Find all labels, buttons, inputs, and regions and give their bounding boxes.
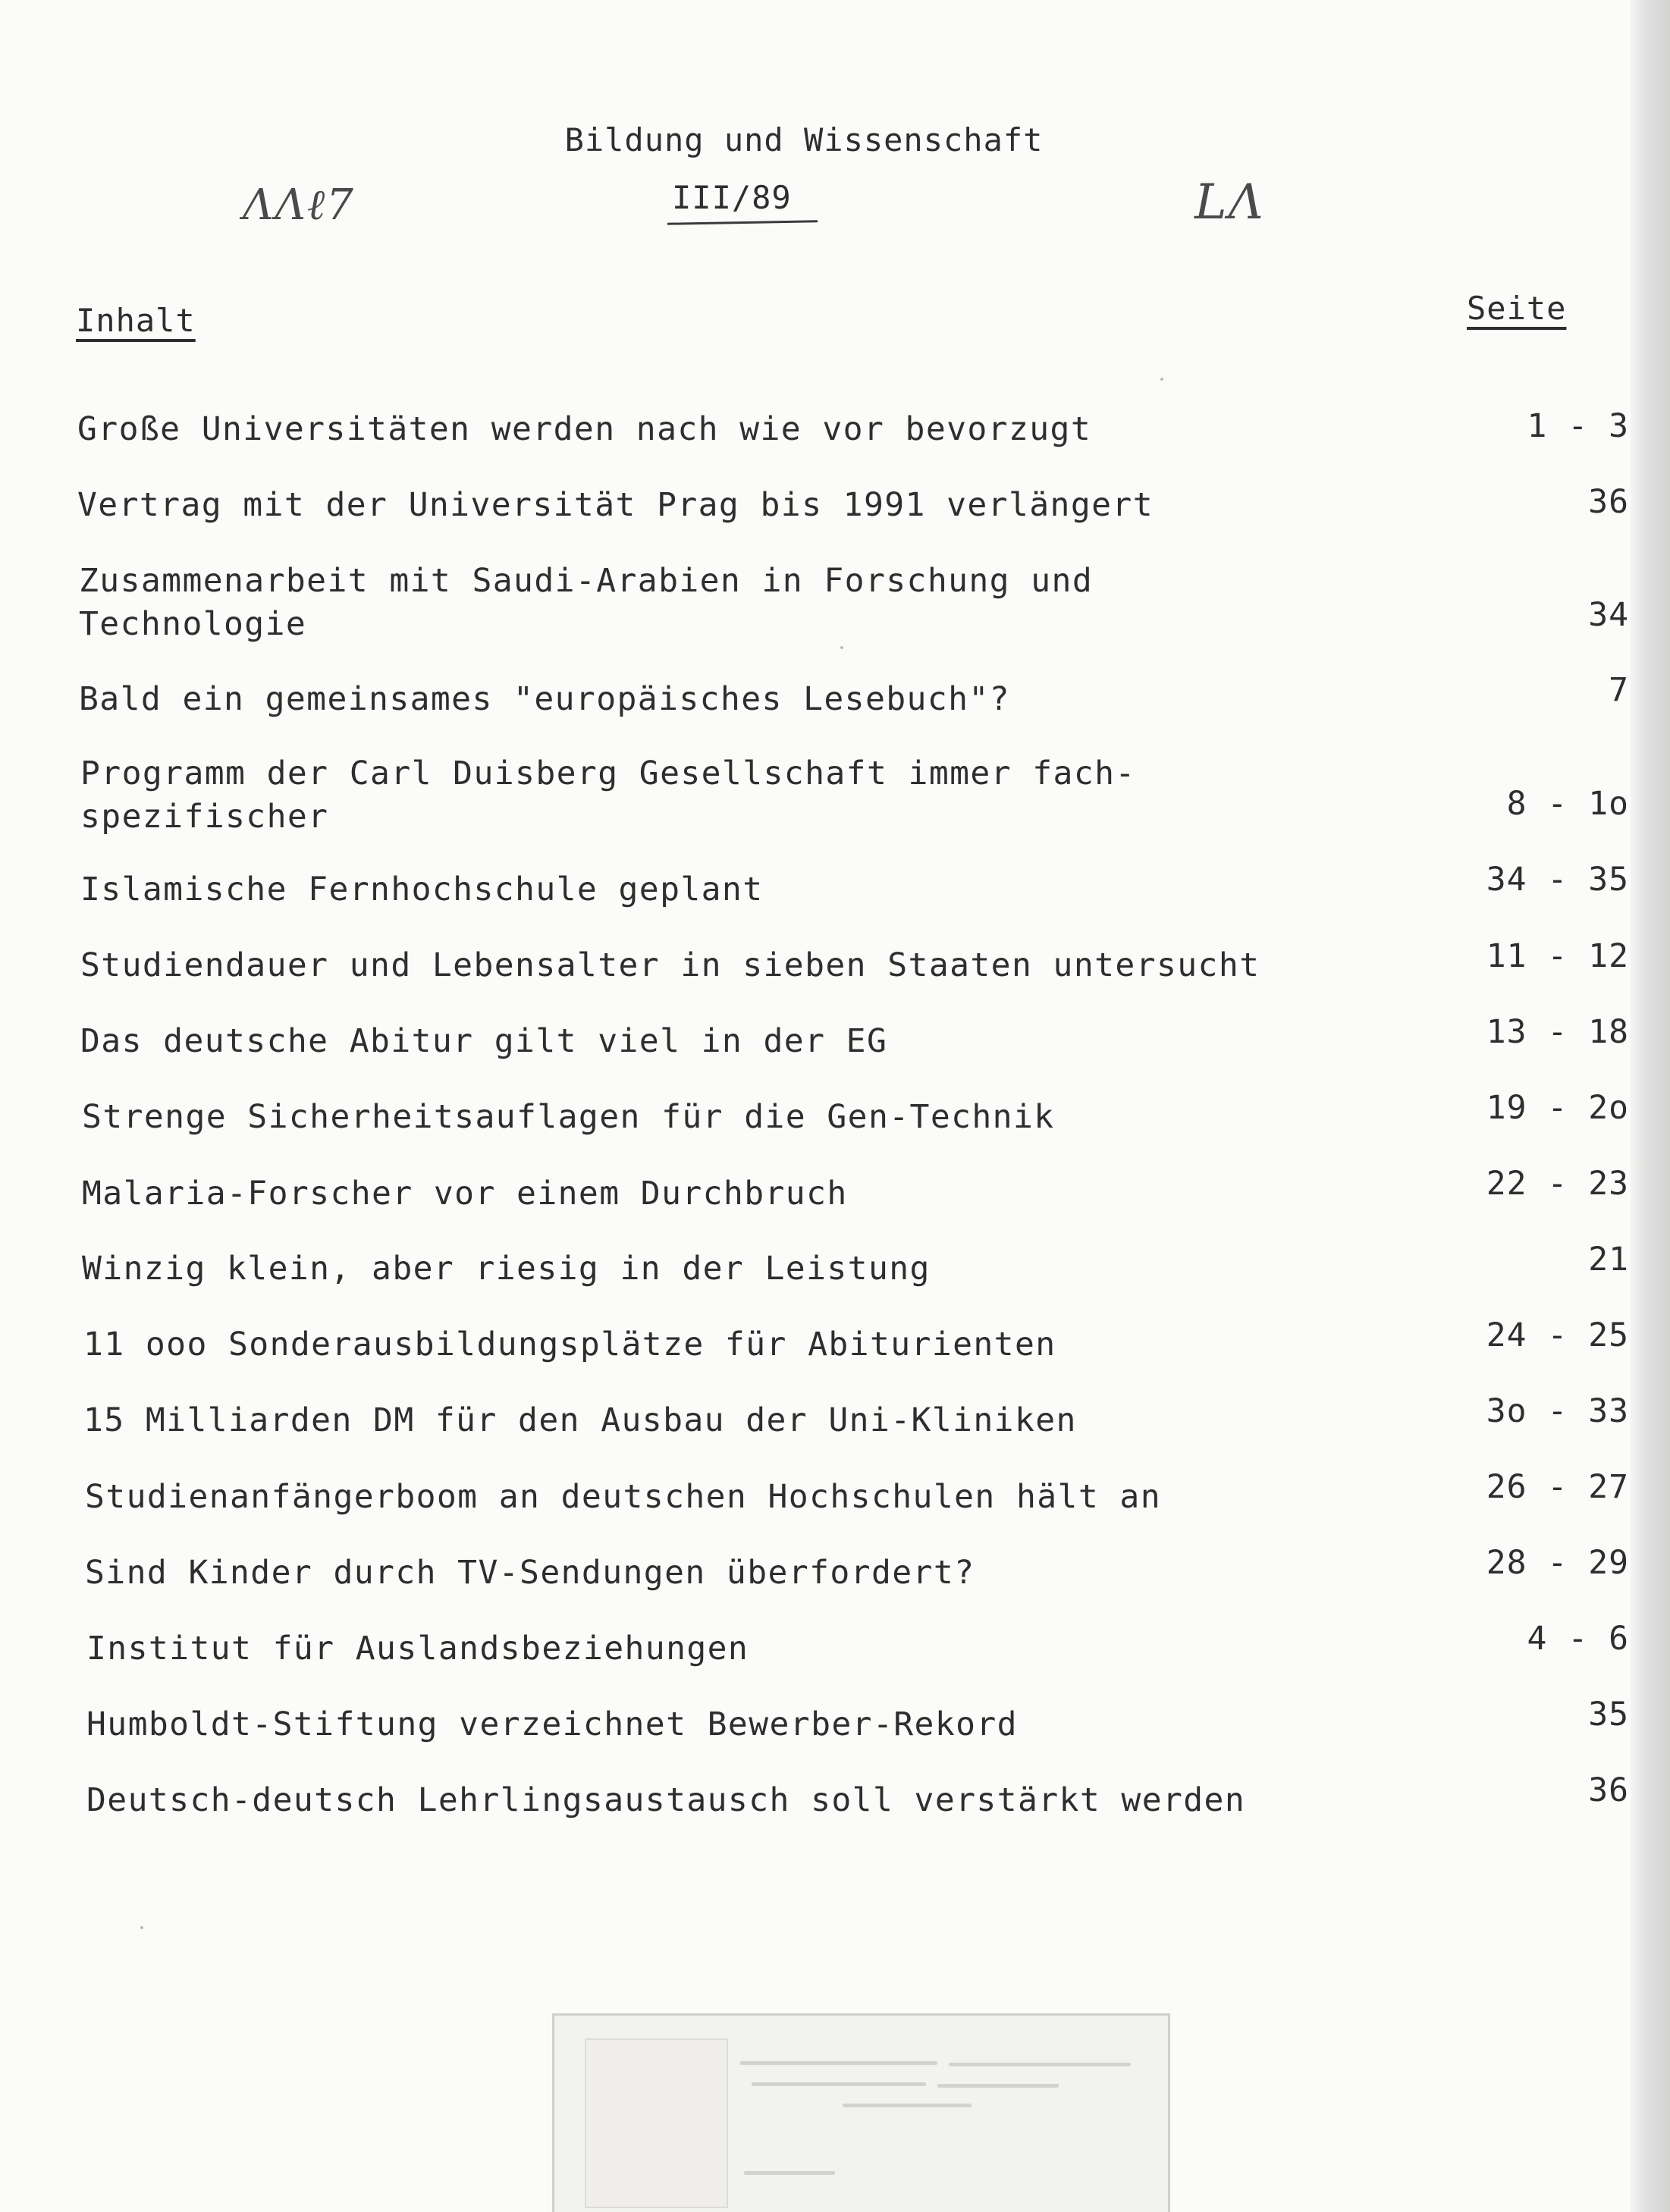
stamp-line (949, 2063, 1131, 2066)
archive-stamp (552, 2013, 1170, 2212)
toc-entry-pages: 35 (1588, 1696, 1629, 1734)
toc-entry-pages: 36 (1588, 483, 1629, 521)
page-column-heading: Seite (1467, 290, 1567, 327)
document-title: Bildung und Wissenschaft (564, 121, 1044, 158)
toc-entry-title: Vertrag mit der Universität Prag bis 1991 verlängert (77, 486, 1154, 524)
paper-speck (840, 646, 843, 649)
toc-entry-pages: 24 - 25 (1486, 1316, 1629, 1354)
toc-entry-title: Große Universitäten werden nach wie vor bevorzugt (77, 410, 1092, 448)
toc-entry-pages: 13 - 18 (1486, 1013, 1629, 1051)
toc-entry-pages: 36 (1588, 1771, 1629, 1809)
toc-entry-pages: 8 - 1o (1506, 785, 1629, 823)
stamp-line (744, 2171, 835, 2175)
page-edge-shadow (1631, 0, 1670, 2212)
toc-entry-title: Studienanfängerboom an deutschen Hochschulen hält an (85, 1478, 1161, 1516)
handwritten-note-right: LΛ (1194, 174, 1265, 231)
toc-entry-title: Islamische Fernhochschule geplant (80, 871, 764, 908)
toc-entry-pages: 1 - 3 (1527, 407, 1629, 445)
toc-entry-title: Programm der Carl Duisberg Gesellschaft immer fach- (80, 755, 1136, 792)
toc-entry-title: Winzig klein, aber riesig in der Leistung (82, 1250, 931, 1288)
toc-entry-title: 11 ooo Sonderausbildungsplätze für Abiturienten (83, 1326, 1056, 1363)
toc-entry-pages: 34 (1588, 596, 1629, 634)
toc-entry-title: Deutsch-deutsch Lehrlingsaustausch soll verstärkt werden (86, 1781, 1246, 1819)
toc-entry-title: Bald ein gemeinsames "europäisches Lesebuch"? (79, 680, 1010, 718)
toc-entry-pages: 11 - 12 (1486, 937, 1629, 975)
toc-entry-pages: 7 (1609, 671, 1629, 709)
handwritten-note-left: ΛΛℓ7 (243, 180, 355, 230)
toc-entry-pages: 21 (1588, 1241, 1629, 1279)
issue-number: III/89 (672, 179, 792, 216)
stamp-line (937, 2084, 1059, 2088)
toc-entry-title: Humboldt-Stiftung verzeichnet Bewerber-Rekord (86, 1705, 1018, 1743)
toc-entry-pages: 34 - 35 (1486, 861, 1629, 899)
toc-entry-title: spezifischer (80, 798, 329, 836)
paper-speck (140, 1926, 143, 1929)
paper-speck (1160, 378, 1163, 381)
toc-entry-pages: 3o - 33 (1486, 1392, 1629, 1430)
toc-entry-title: Studiendauer und Lebensalter in sieben Staaten untersucht (80, 946, 1260, 984)
toc-entry-title: Das deutsche Abitur gilt viel in der EG (80, 1022, 888, 1060)
toc-entry-pages: 4 - 6 (1527, 1620, 1629, 1658)
toc-entry-pages: 19 - 2o (1486, 1089, 1629, 1127)
stamp-line (752, 2082, 926, 2086)
toc-entry-title: Strenge Sicherheitsauflagen für die Gen-Technik (82, 1098, 1055, 1136)
toc-entry-title: Zusammenarbeit mit Saudi-Arabien in Forschung und (79, 562, 1094, 600)
toc-entry-title: Malaria-Forscher vor einem Durchbruch (82, 1175, 848, 1213)
toc-entry-pages: 22 - 23 (1486, 1165, 1629, 1203)
contents-heading: Inhalt (76, 302, 196, 339)
toc-entry-title: Technologie (79, 605, 307, 643)
toc-entry-title: Sind Kinder durch TV-Sendungen überfordert? (85, 1554, 975, 1592)
stamp-box (585, 2038, 728, 2208)
toc-entry-title: 15 Milliarden DM für den Ausbau der Uni-Kliniken (83, 1401, 1077, 1439)
stamp-line (740, 2061, 937, 2065)
toc-entry-pages: 28 - 29 (1486, 1544, 1629, 1582)
toc-entry-title: Institut für Auslandsbeziehungen (86, 1630, 749, 1668)
stamp-line (843, 2104, 972, 2107)
toc-entry-pages: 26 - 27 (1486, 1468, 1629, 1506)
